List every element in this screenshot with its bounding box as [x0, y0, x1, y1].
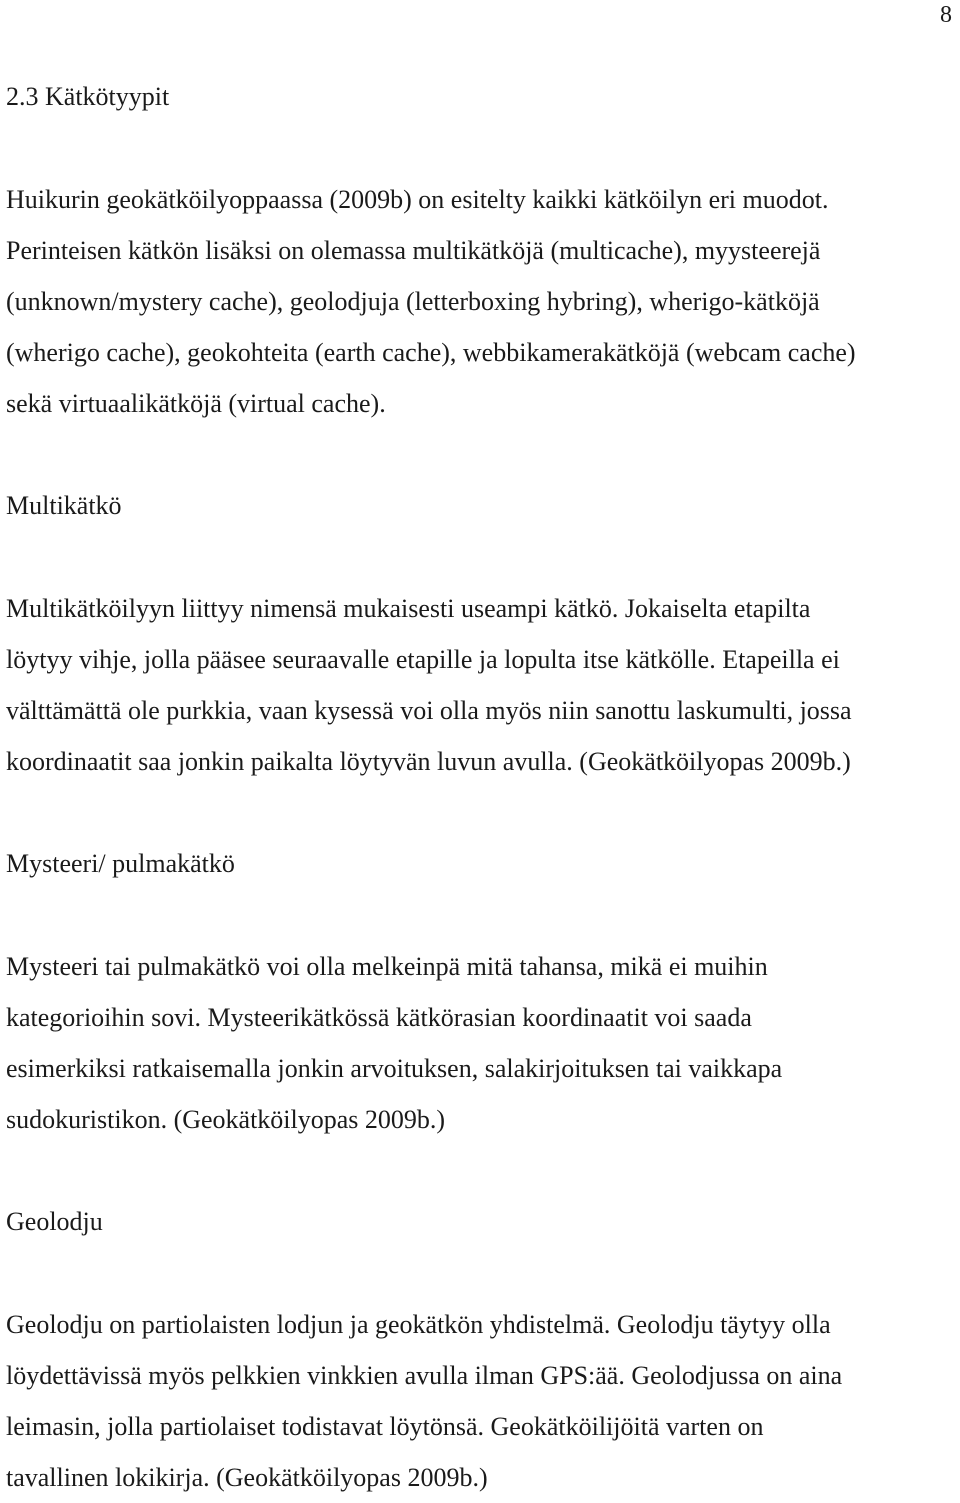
text-line: (unknown/mystery cache), geolodjuja (letterboxing hybring), wherigo-kätköjä: [6, 287, 820, 316]
spacer: [6, 122, 946, 174]
spacer: [6, 531, 946, 583]
paragraph-geolodju: [6, 1299, 946, 1503]
text-line: sekä virtuaalikätköjä (virtual cache).: [6, 389, 386, 418]
spacer: [6, 1247, 946, 1299]
text-line: Mysteeri tai pulmakätkö voi olla melkeinpä mitä tahansa, mikä ei muihin: [6, 952, 768, 981]
paragraph-multikatko: [6, 583, 946, 787]
text-line: Huikurin geokätköilyoppaassa (2009b) on esitelty kaikki kätköilyn eri muodot.: [6, 185, 829, 214]
text-line: koordinaatit saa jonkin paikalta löytyvän luvun avulla. (Geokätköilyopas 2009b.): [6, 747, 851, 776]
text-line: Multikätköilyyn liittyy nimensä mukaisesti useampi kätkö. Jokaiselta etapilta: [6, 594, 811, 623]
subsection-title-mysteeri: Mysteeri/ pulmakätkö: [6, 849, 235, 878]
text-line: (wherigo cache), geokohteita (earth cache), webbikamerakätköjä (webcam cache): [6, 338, 856, 367]
spacer: [6, 787, 946, 839]
intro-paragraph: [6, 174, 946, 429]
text-line: tavallinen lokikirja. (Geokätköilyopas 2009b.): [6, 1463, 488, 1492]
text-line: löytyy vihje, jolla pääsee seuraavalle etapille ja lopulta itse kätkölle. Etapeilla ei: [6, 645, 840, 674]
spacer: [6, 429, 946, 481]
text-line: löydettävissä myös pelkkien vinkkien avulla ilman GPS:ää. Geolodjussa on aina: [6, 1361, 843, 1390]
text-line: Perinteisen kätkön lisäksi on olemassa multikätköjä (multicache), myysteerejä: [6, 236, 821, 265]
paragraph-mysteeri: [6, 941, 946, 1145]
text-line: esimerkiksi ratkaisemalla jonkin arvoituksen, salakirjoituksen tai vaikkapa: [6, 1054, 783, 1083]
spacer: [6, 1145, 946, 1197]
section-title: 2.3 Kätkötyypit: [6, 82, 170, 111]
text-line: kategorioihin sovi. Mysteerikätkössä kätkörasian koordinaatit voi saada: [6, 1003, 752, 1032]
page-number: 8: [940, 2, 952, 28]
subsection-title-geolodju: Geolodju: [6, 1207, 103, 1236]
text-line: Geolodju on partiolaisten lodjun ja geokätkön yhdistelmä. Geolodju täytyy olla: [6, 1310, 831, 1339]
subsection-title-multikatko: Multikätkö: [6, 491, 122, 520]
text-line: sudokuristikon. (Geokätköilyopas 2009b.): [6, 1105, 446, 1134]
text-line: välttämättä ole purkkia, vaan kysessä voi olla myös niin sanottu laskumulti, jossa: [6, 696, 852, 725]
text-line: leimasin, jolla partiolaiset todistavat löytönsä. Geokätköilijöitä varten on: [6, 1412, 764, 1441]
document-body: [6, 72, 946, 1503]
spacer: [6, 889, 946, 941]
